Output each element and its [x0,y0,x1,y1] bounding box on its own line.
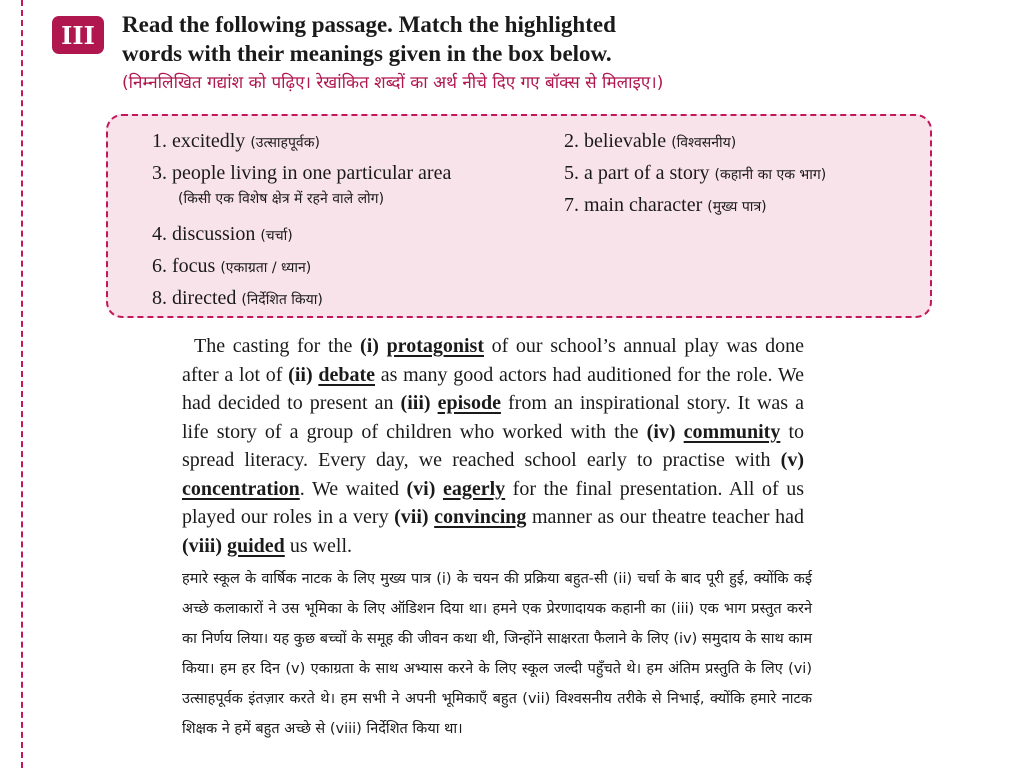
meaning-item-4: 4. discussion (चर्चा) [152,223,293,245]
highlighted-word-guided: guided [227,534,285,557]
marker-viii: (viii) [182,534,222,557]
passage-paragraph: The casting for the (i) protagonist of our school’s annual play was done after a lot of (ii) debate as many good actors had auditioned for the role. We had decided to present an (iii) episode from an inspirational story. It was a life story of a group of children who worked with the (iv) community to spread literacy. Every day, we reached school early to practise with (v) concentration. We waited (vi) eagerly for the final presentation. All of us played our roles in a very (vii) convincing manner as our theatre teacher had (viii) guided us well. [182,335,805,557]
highlighted-word-eagerly: eagerly [442,477,506,500]
highlighted-word-convincing: convincing [434,506,527,528]
meaning-item-3: 3. people living in one particular area (किसी एक विशेष क्षेत्र में रहने वाले लोग) [152,162,452,207]
meaning-item-7: 7. main character (मुख्य पात्र) [564,194,767,216]
meaning-item-6: 6. focus (एकाग्रता / ध्यान) [152,255,312,277]
meaning-item-2: 2. believable (विश्वसनीय) [564,130,737,152]
margin-dashed-line [21,0,23,768]
english-passage [182,332,804,560]
marker-vi: (vi) [406,477,436,500]
section-badge: III [52,16,104,54]
marker-iv: (iv) [646,420,676,443]
meaning-item-1: 1. excitedly (उत्साहपूर्वक) [152,130,320,152]
instruction-line-2: words with their meanings given in the box below. [122,41,612,66]
marker-v: (v) [780,449,804,471]
highlighted-word-protagonist: protagonist [386,335,484,357]
instruction-line-1: Read the following passage. Match the highlighted [122,12,616,37]
marker-i: (i) [360,335,379,357]
highlighted-word-concentration: concentration [182,477,300,500]
instruction-hindi: (निम्नलिखित गद्यांश को पढ़िए। रेखांकित शब्दों का अर्थ नीचे दिए गए बॉक्स से मिलाइए।) [122,73,664,93]
marker-iii: (iii) [400,392,431,414]
highlighted-word-episode: episode [437,392,501,414]
meanings-box [106,114,932,318]
highlighted-word-debate: debate [318,363,376,386]
instruction-heading [122,10,982,68]
meaning-item-8: 8. directed (निर्देशित किया) [152,287,323,309]
marker-vii: (vii) [394,506,429,528]
hindi-translation: हमारे स्कूल के वार्षिक नाटक के लिए मुख्य पात्र (i) के चयन की प्रक्रिया बहुत-सी (ii) चर्चा के बाद पूरी हुई, क्योंकि कई अच्छे कलाकारों ने उस भूमिका के लिए ऑडिशन दिया था। हमने एक प्रेरणादायक कहानी का (iii) एक भाग प्रस्तुत करने का निर्णय लिया। यह कुछ बच्चों के समूह की जीवन कथा थी, जिन्होंने साक्षरता फैलाने के लिए (iv) समुदाय के साथ काम किया। हम हर दिन (v) एकाग्रता के साथ अभ्यास करने के लिए स्कूल जल्दी पहुँचते थे। हम अंतिम प्रस्तुति के लिए (vi) उत्साहपूर्वक इंतज़ार करते थे। हम सभी ने अपनी भूमिकाएँ बहुत (vii) विश्वसनीय तरीके से निभाई, क्योंकि हमारे नाटक शिक्षक ने हमें बहुत अच्छे से (viii) निर्देशित किया था। [182,571,812,737]
highlighted-word-community: community [683,420,781,443]
meaning-item-5: 5. a part of a story (कहानी का एक भाग) [564,162,827,184]
marker-ii: (ii) [288,363,313,386]
